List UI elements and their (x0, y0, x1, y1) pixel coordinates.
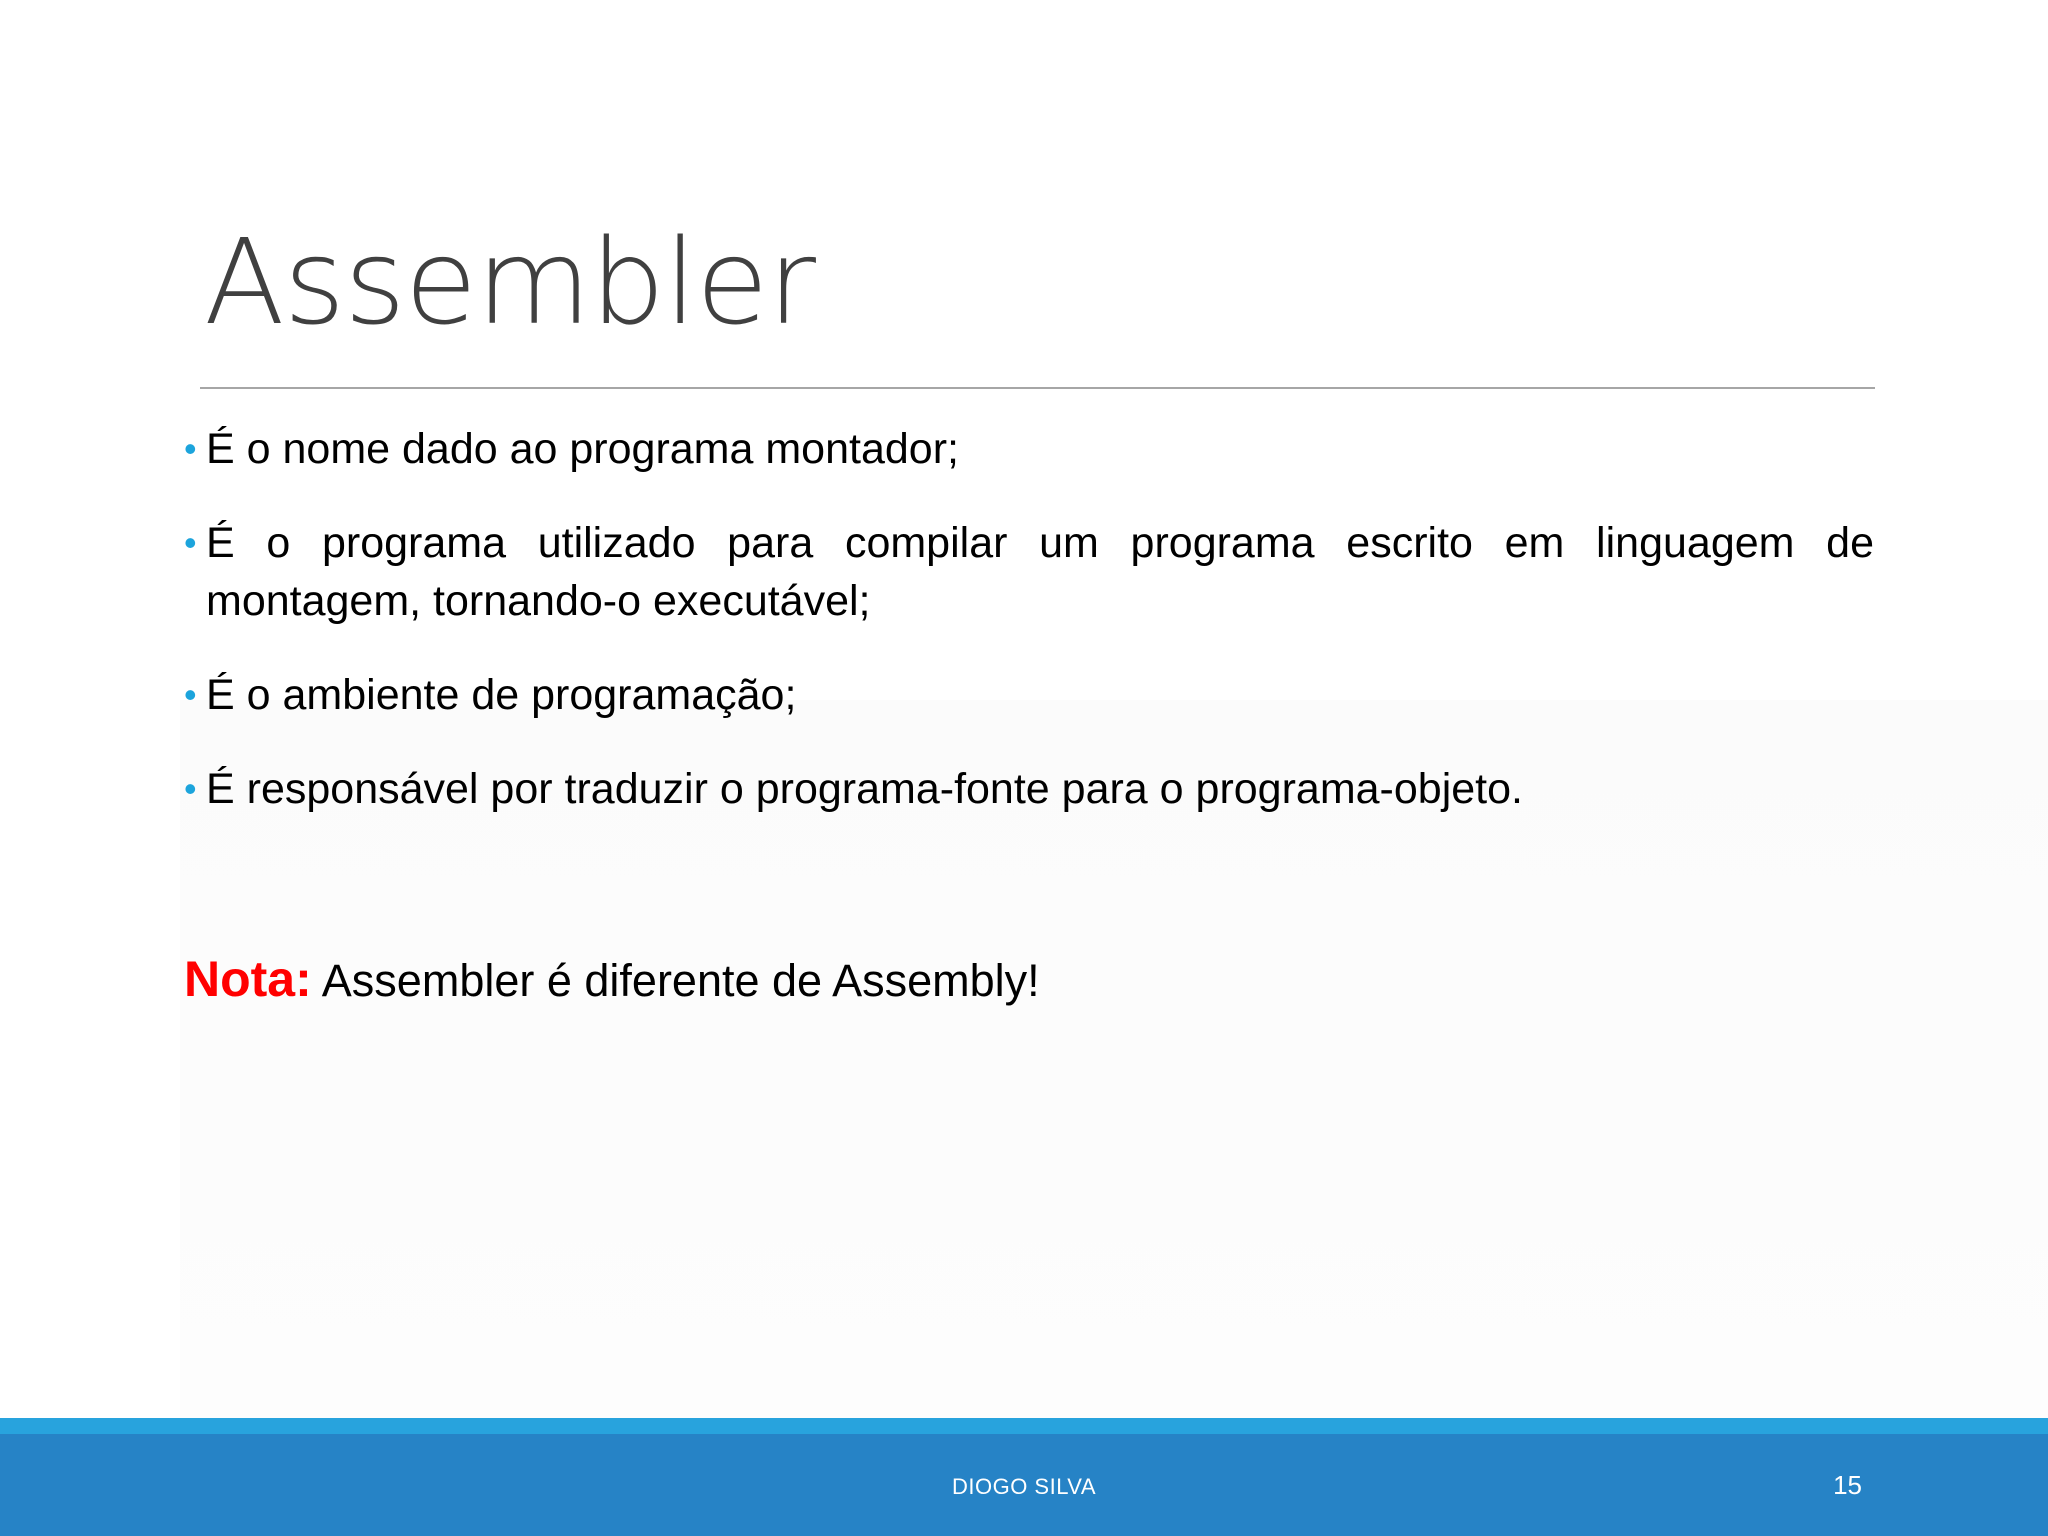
bullet-item (184, 760, 1874, 818)
note (184, 950, 1040, 1010)
bullet-marker-icon: • (184, 768, 197, 809)
bullet-marker-icon: • (184, 522, 197, 563)
slide-title: Assembler (204, 213, 816, 351)
bullet-marker-icon: • (184, 674, 197, 715)
bullet-item (184, 420, 1874, 478)
footer-stripe (0, 1418, 2048, 1434)
bullet-marker-icon: • (184, 428, 197, 469)
note-label: Nota: (184, 951, 312, 1007)
page-number: 15 (1833, 1470, 1862, 1500)
bullet-text: É o ambiente de programação; (206, 671, 797, 719)
bullet-text: É responsável por traduzir o programa-fonte para o programa-objeto. (206, 765, 1523, 813)
title-divider (200, 387, 1875, 389)
footer-author: DIOGO SILVA (951, 1474, 1097, 1499)
bullet-text: É o nome dado ao programa montador; (206, 425, 959, 473)
note-text: Assembler é diferente de Assembly! (321, 955, 1040, 1006)
bullet-item (184, 666, 1874, 724)
bullet-item (184, 514, 1874, 630)
bullet-list (184, 420, 1874, 854)
bullet-text: É o programa utilizado para compilar um programa escrito em linguagem de montagem, tornando-o executável; (206, 519, 1874, 625)
